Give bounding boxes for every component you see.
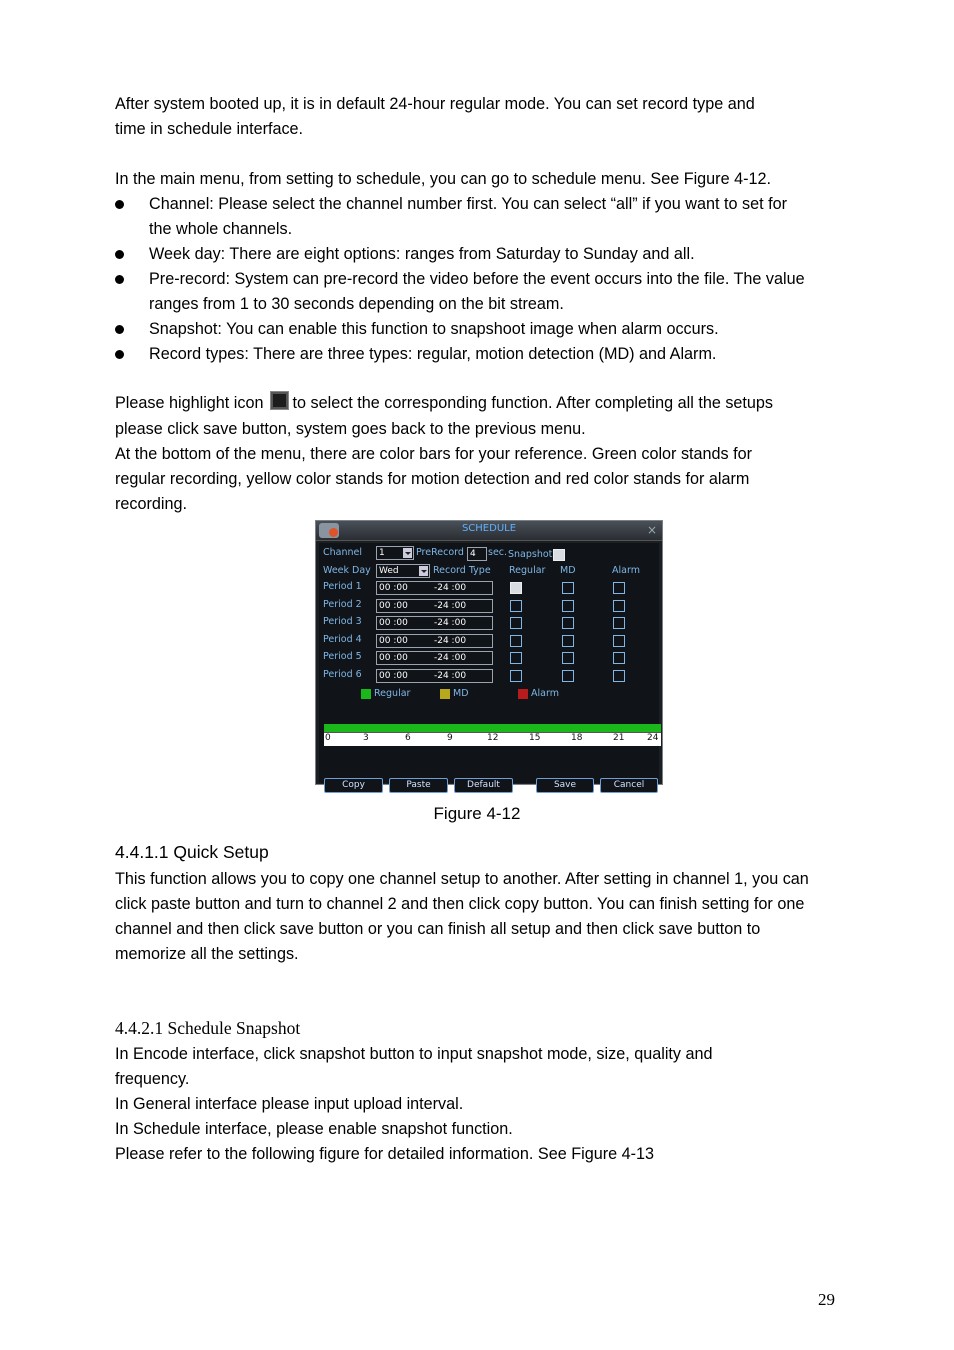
default-button[interactable]: Default	[454, 778, 513, 793]
prerecord-input[interactable]: 4	[467, 547, 487, 561]
highlight-line-5: recording.	[115, 495, 187, 513]
md-checkbox[interactable]	[562, 600, 574, 612]
period-label: Period 6	[323, 669, 362, 680]
bullet-dot	[115, 275, 124, 284]
tick-label: 24	[647, 733, 659, 743]
bullet-dot	[115, 350, 124, 359]
quick-setup-line-4: memorize all the settings.	[115, 945, 299, 963]
prerecord-label: PreRecord	[416, 547, 464, 558]
dialog-title-bar	[316, 521, 662, 541]
period-label: Period 1	[323, 581, 362, 592]
col-regular-label: Regular	[509, 565, 546, 576]
period-label: Period 2	[323, 599, 362, 610]
dialog-body	[319, 543, 659, 790]
dialog-title: SCHEDULE	[461, 523, 517, 534]
cancel-button[interactable]: Cancel	[600, 778, 658, 793]
sec-label: sec.	[488, 547, 508, 558]
tick-label: 12	[487, 733, 499, 743]
timeline-bar	[324, 724, 661, 732]
regular-checkbox[interactable]	[510, 617, 522, 629]
bullet-dot	[115, 250, 124, 259]
regular-checkbox[interactable]	[510, 635, 522, 647]
snapshot-line-5: Please refer to the following figure for detailed information. See Figure 4-13	[115, 1145, 654, 1163]
md-checkbox[interactable]	[562, 652, 574, 664]
snapshot-line-4: In Schedule interface, please enable snapshot function.	[115, 1120, 513, 1138]
tick-label: 21	[613, 733, 625, 743]
highlight-line-3: At the bottom of the menu, there are color bars for your reference. Green color stands for	[115, 445, 753, 463]
schedule-dialog	[315, 520, 663, 790]
channel-select[interactable]: 1	[376, 546, 414, 560]
tick-label: 18	[571, 733, 583, 743]
chevron-down-icon	[419, 566, 428, 576]
tick-label: 9	[447, 733, 453, 743]
col-md-label: MD	[560, 565, 576, 576]
tick-label: 6	[405, 733, 411, 743]
period-time-input[interactable]: 00 :00 -24 :00	[376, 634, 493, 648]
regular-checkbox[interactable]	[510, 582, 522, 594]
period-time-input[interactable]: 00 :00 -24 :00	[376, 616, 493, 630]
highlight-line-1: Please highlight icon to select the corresponding function. After completing all the setups	[115, 391, 773, 416]
legend-alarm-swatch	[518, 689, 528, 699]
tick-label: 0	[325, 733, 331, 743]
quick-setup-line-2: click paste button and turn to channel 2 and then click copy button. You can finish setting for one	[115, 895, 805, 913]
quick-setup-line-3: channel and then click save button or you can finish all setup and then click save button to	[115, 920, 761, 938]
snapshot-line-1: In Encode interface, click snapshot button to input snapshot mode, size, quality and	[115, 1045, 713, 1063]
figure-caption: Figure 4-12	[433, 804, 521, 823]
quick-setup-heading: 4.4.1.1 Quick Setup	[115, 842, 269, 862]
period-time-input[interactable]: 00 :00 -24 :00	[376, 581, 493, 595]
period-time-input[interactable]: 00 :00 -24 :00	[376, 599, 493, 613]
snapshot-label: Snapshot	[508, 549, 553, 560]
period-label: Period 5	[323, 651, 362, 662]
schedule-snapshot-heading: 4.4.2.1 Schedule Snapshot	[115, 1018, 301, 1038]
weekday-label: Week Day	[323, 565, 371, 576]
legend-md-swatch	[440, 689, 450, 699]
regular-checkbox[interactable]	[510, 600, 522, 612]
channel-label: Channel	[323, 547, 363, 558]
record-type-label: Record Type	[433, 565, 491, 576]
paste-button[interactable]: Paste	[389, 778, 448, 793]
snapshot-line-2: frequency.	[115, 1070, 190, 1088]
weekday-select[interactable]: Wed	[376, 564, 430, 578]
bullet-dot	[115, 325, 124, 334]
snapshot-checkbox[interactable]	[553, 549, 565, 561]
quick-setup-line-1: This function allows you to copy one channel setup to another. After setting in channel 1, you can	[115, 870, 809, 888]
bullet-dot	[115, 200, 124, 209]
copy-button[interactable]: Copy	[324, 778, 383, 793]
highlight-line-2: please click save button, system goes back to the previous menu.	[115, 420, 586, 438]
tick-label: 3	[363, 733, 369, 743]
md-checkbox[interactable]	[562, 617, 574, 629]
legend-md-label: MD	[453, 688, 469, 699]
regular-checkbox[interactable]	[510, 670, 522, 682]
highlight-line-4: regular recording, yellow color stands for motion detection and red color stands for alarm	[115, 470, 750, 488]
alarm-checkbox[interactable]	[613, 582, 625, 594]
regular-checkbox[interactable]	[510, 652, 522, 664]
legend-regular-label: Regular	[374, 688, 411, 699]
save-button[interactable]: Save	[536, 778, 594, 793]
tick-label: 15	[529, 733, 541, 743]
close-icon[interactable]: ×	[646, 523, 657, 537]
legend-alarm-label: Alarm	[531, 688, 559, 699]
md-checkbox[interactable]	[562, 635, 574, 647]
md-checkbox[interactable]	[562, 582, 574, 594]
alarm-checkbox[interactable]	[613, 635, 625, 647]
alarm-checkbox[interactable]	[613, 652, 625, 664]
alarm-checkbox[interactable]	[613, 670, 625, 682]
legend-regular-swatch	[361, 689, 371, 699]
checkbox-icon	[270, 391, 289, 410]
page-number: 29	[818, 1290, 835, 1309]
alarm-checkbox[interactable]	[613, 617, 625, 629]
period-time-input[interactable]: 00 :00 -24 :00	[376, 651, 493, 665]
snapshot-line-3: In General interface please input upload interval.	[115, 1095, 464, 1113]
period-label: Period 4	[323, 634, 362, 645]
alarm-checkbox[interactable]	[613, 600, 625, 612]
chevron-down-icon	[403, 548, 412, 558]
period-label: Period 3	[323, 616, 362, 627]
md-checkbox[interactable]	[562, 670, 574, 682]
intro-line-2: time in schedule interface.	[115, 120, 304, 138]
intro-line-3: In the main menu, from setting to schedule, you can go to schedule menu. See Figure 4-12.	[115, 170, 771, 188]
intro-line-1: After system booted up, it is in default 24-hour regular mode. You can set record type and	[115, 95, 755, 113]
col-alarm-label: Alarm	[612, 565, 640, 576]
period-time-input[interactable]: 00 :00 -24 :00	[376, 669, 493, 683]
